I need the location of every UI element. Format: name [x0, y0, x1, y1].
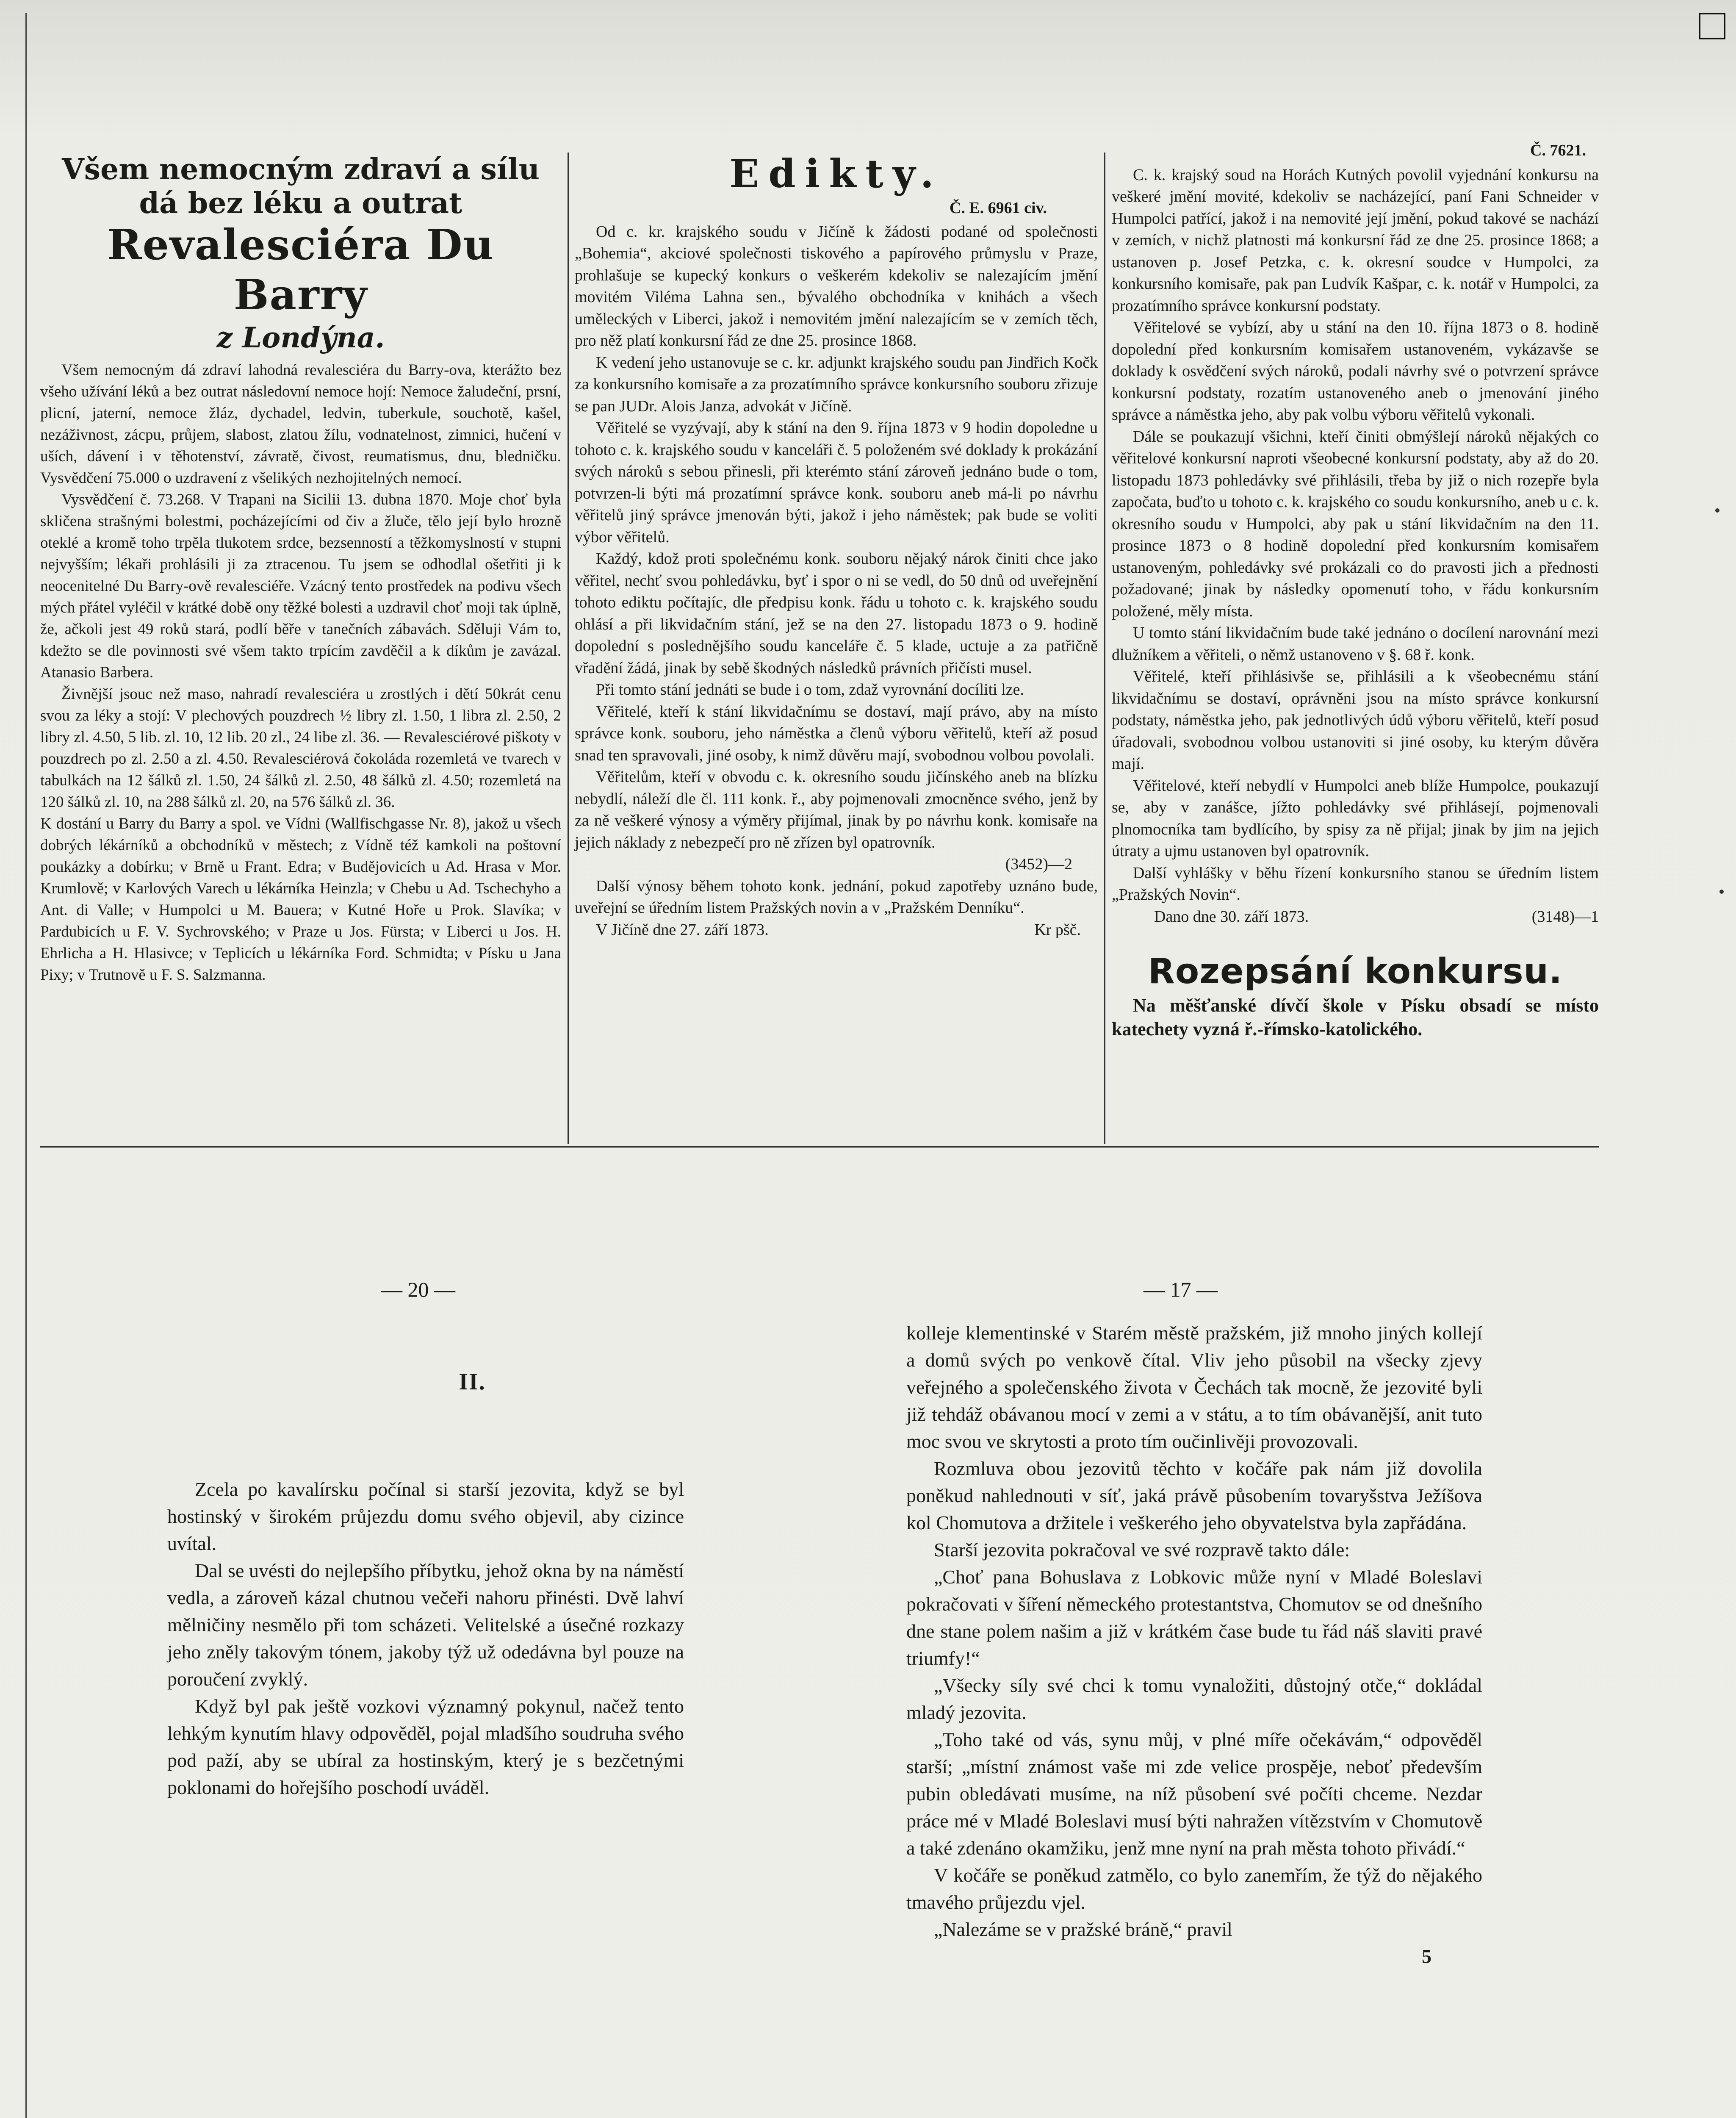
story-paragraph: Dal se uvésti do nejlepšího příbytku, jehož okna by na náměstí vedla, a zároveň kázal chutnou večeři nahoru přinésti. Dvě lahví mělničiny nesmělo při tom scházeti. Velitelské a úsečné rozkazy jeho zněly takovým tónem, jakoby týž už odedávna byl pouze na poroučení zvyklý.	[167, 1560, 684, 1690]
edict-signature: Kr pšč.	[1034, 920, 1081, 939]
edict-place-date: V Jičíně dne 27. září 1873.	[596, 920, 769, 939]
bankruptcy-paragraph: U tomto stání likvidačním bude také jednáno o docílení narovnání mezi dlužníkem a věřiteli, o němž ustanoveno v §. 68 ř. konk.	[1112, 624, 1599, 664]
edicts-title: Edikty.	[729, 151, 943, 197]
advert-testimonial: Vysvědčení č. 73.268. V Trapani na Sicilii 13. dubna 1870. Moje choť byla skličena strašnými bolestmi, pocházejícími od čiv a žluče, tělo její bylo hrozně oteklé a kromě toho trpěla tlukotem srdce, bezsenností a těžkomyslností v stupni nejvyšším; lékaři prohlásili ji za ztracenou. Tu jsem se odhodlal ošetřiti ji k neocenitelné Du Barry-ově revalesciéře. Vzácný tento prostředek na podivu všech mých přátel vyléčil v krátké době ony těžké bolesti a uzdravil choť moji tak úplně, že, ačkoli jest 49 roků stará, podlí běře v tanečních zábavách. Sděluji Vám to, kdežto se dle povinnosti své všem takto trpícím zavděčil a k díkům je zavázal. Atanasio Barbera.	[40, 491, 561, 681]
bankruptcy-date: Dano dne 30. září 1873.	[1154, 907, 1309, 926]
story-paragraph: Zcela po kavalírsku počínal si starší jezovita, když se byl hostinský v širokém průjezdu domu svého objevil, aby cizince uvítal.	[167, 1478, 684, 1554]
bankruptcy-paragraph: Dále se poukazují všichni, kteří činiti obmýšlejí nároků nějakých co věřitelové konkursní naproti všeobecné konkursní podstaty, aby až do 20. listopadu 1873 pohledávky své přihlásili, třeba by již o nich rozepře byla započata, buďto u tohoto c. k. krajského co soudu konkursního, aneb u c. k. okresního soudu v Humpolci, aby pak u stání likvidačním na den 11. prosince 1873 o 8 hodině dopolední před konkursním komisařem ustanoveným, pohledávky své prokázali co do pravosti jich a přednosti požadované; jinak by následky opomenutí toho, v řádu konkursním položené, měly místa.	[1112, 427, 1599, 620]
story-paragraph: V kočáře se poněkud zatmělo, co bylo zanemřím, že týž do nějakého tmavého průjezdu vjel.	[906, 1864, 1482, 1913]
competition-text: Na měšťanské dívčí škole v Písku obsadí se místo katechety vyzná ř.-římsko-katolického.	[1112, 995, 1599, 1040]
edict-paragraph: Od c. kr. krajského soudu v Jičíně k žádosti podané od společnosti „Bohemia“, akciové společnosti tiskového a papírového průmyslu v Praze, prohlašuje se kupecký konkurs o veškerém kdekoliv se nalezajícím jmění movitém Viléma Lahna sen., bývalého obchodníka v knihách a všech uměleckých v Liberci, jakož i nemovitém jmění nalezajícím se v zemích těch, pro něž platí konkursní řád ze dne 25. prosince 1868.	[575, 222, 1098, 349]
story-paragraph: Rozmluva obou jezovitů těchto v kočáře pak nám již dovolila poněkud nahlednouti v síť, jaká právě působením tovaryšstva Ježíšova kol Chomutova a držitele i veškerého jeho obyvatelstva byla zapřádána.	[906, 1458, 1482, 1533]
newspaper-section	[40, 141, 1599, 1161]
page-number-left: — 20 —	[381, 1278, 455, 1301]
bankruptcy-paragraph: Věřitelové se vybízí, aby u stání na den 10. října 1873 o 8. hodině dopolední před konkursním komisařem ustanoveném, vykázavše se doklady k osvědčení svých nároků, podali návrhy své o potvrzení správce konkursní podstaty, rozatím ustanoveného aneb o jmenování jiného správce a náměstka jeho, aby pak volbu výboru věřitelů vykonali.	[1112, 319, 1599, 424]
edict-paragraph: Každý, kdož proti společnému konk. souboru nějaký nárok činiti chce jako věřitel, nechť svou pohledávku, byť i spor o ni se vedl, do 50 dnů od uveřejnění tohoto ediktu počítajíc, dle předpisu konk. řádu u tohoto c. k. krajského soudu ohlásí a při likvidačním stání, jež se na den 27. listopadu 1873 o 9. hodině dopolední s poslednějšího soudu kanceláře č. 5 klade, uctuje a za patřičně vřadění žádá, jinak by sebě škodných následků právních přičísti musel.	[575, 550, 1098, 677]
edicts-column	[575, 152, 1098, 941]
bankruptcy-reference: Č. 7621.	[1530, 141, 1586, 159]
edict-paragraph: Věřitelé, kteří k stání likvidačnímu se dostaví, mají právo, aby na místo správce konk. souboru, jeho náměstka a členů výboru věřitelů, kteří až posud snad ten spravovali, jiné osoby, k nimž důvěru mají, svobodnou volbou povolali.	[575, 702, 1098, 764]
story-paragraph: „Choť pana Bohuslava z Lobkovic může nyní v Mladé Boleslavi pokračovati v šíření německého protestantstva, Chomutov se od dnešního dne stane polem našim a již v krátkém čase bude tu řád náš slaviti pravé triumfy!“	[906, 1566, 1482, 1669]
edict-paragraph: Při tomto stání jednáti se bude i o tom, zdaž vyrovnání docíliti lze.	[596, 681, 1024, 699]
advert-headline-1: Všem nemocným zdraví a sílu	[61, 152, 540, 186]
chapter-heading: II.	[459, 1369, 486, 1395]
edict-paragraph: Věřitelům, kteří v obvodu c. k. okresního soudu jičínského aneb na blízku nebydlí, náleží dle čl. 111 konk. ř., aby pojmenovali zmocněnce svého, jenž by za ně veškeré výnosy a výměry přijímal, jinak by po návrhu konk. komisaře na jejich náklady z nebezpečí pro ně zřízen byl opatrovník.	[575, 768, 1098, 851]
story-paragraph: Starší jezovita pokračoval ve své rozpravě takto dále:	[934, 1539, 1350, 1561]
bankruptcy-paragraph: C. k. krajský soud na Horách Kutných povolil vyjednání konkursu na veškeré jmění movité, kdekoliv se nacházející, paní Fani Schneider v Humpolci patřící, jakož i na nemovité její jmění, pokud takové se nachází v zemích, v nichž platnosti má konkursní řád ze dne 25. prosince 1868; a ustanoven p. Josef Petzka, c. k. okresní soudce v Humpolci, za konkursního komisaře, pak pan Ludvík Kašpar, c. k. notář v Humpolci, za prozatímního správce konkursní podstaty.	[1112, 166, 1599, 315]
competition-title: Rozepsání konkursu.	[1148, 951, 1563, 992]
bankruptcy-paragraph: Další vyhlášky v běhu řízení konkursního stanou se úředním listem „Pražských Novin“.	[1112, 864, 1599, 904]
advert-headline-2: dá bez léku a outrat	[139, 186, 462, 220]
advert-body: Všem nemocným dá zdraví lahodná revalesciéra du Barry-ova, kterážto bez všeho užívání léků a bez outrat následovní nemoce hojí: Nemoce žaludeční, prsní, plicní, jaterní, nemoce žláz, dychadel, ledvin, tuberkule, souchotě, kašel, nezáživnost, zácpu, průjem, slabost, zlatou žílu, vodnatelnost, zimnici, hučení v uších, dávení i v těhotenství, závratě, čivost, reumatismus, dnu, bledničku. Vysvědčení 75.000 o uzdravení z všelikých nezhojitelných nemocí.	[40, 361, 561, 487]
speck	[1715, 508, 1719, 513]
section-bottom-rule	[40, 1146, 1599, 1148]
edict-signature-line	[575, 919, 1098, 941]
story-paragraph: kolleje klementinské v Starém městě pražském, již mnoho jiných kollejí a domů svých po venkově čítal. Vliv jeho působil na všecky zjevy veřejného a společenského života v Čechách tak mocně, že jezovité byli již tehdáž obávanou mocí v zemi a v státu, a to tím obávanější, anit tuto moc svou ve skrytosti a proto tím oučinlivěji provozovali.	[906, 1322, 1482, 1452]
story-paragraph: „Toho také od vás, synu můj, v plné míře očekávám,“ odpověděl starší; „místní známost vaše mi zde velice prospěje, neboť především pubin obledávati musíme, na níž působení své počíti chceme. Nezdar práce mé v Mladé Boleslavi musí býti nahražen vítězstvím v Chomutově a také zdenáno okamžiku, jenž mne nyní na prah města tohoto přivádí.“	[906, 1729, 1482, 1859]
edict-paragraph: K vedení jeho ustanovuje se c. kr. adjunkt krajského soudu pan Jindřich Kočk za konkursního komisaře a za prozatímního správce konkursního souboru zřizuje se pan JUDr. Alois Janza, advokát v Jičíně.	[575, 353, 1098, 415]
bankruptcy-paragraph: Věřitelové, kteří nebydlí v Humpolci aneb blíže Humpolce, poukazují se, aby v zanášce, jížto pohledávky své přihlásejí, pojmenovali plnomocníka tam bydlícího, by spisy za ně přijal; jinak by jim na jejich útraty a ujmu ustanoven byl opatrovník.	[1112, 776, 1599, 860]
advert-column	[40, 152, 561, 986]
signature-mark: 5	[1422, 1946, 1431, 1967]
book-page-right	[906, 1320, 1482, 1970]
advert-distribution: K dostání u Barry du Barry a spol. ve Vídni (Wallfischgasse Nr. 8), jakož u všech dobrých lékárníků a obchodníků v městech; z Vídně též kamkoli na poštovní poukázky a dobírku; v Brně u Frant. Edra; v Budějovicích u Ad. Hrasa v Mor. Krumlově; v Karlových Varech u lékárníka Heinzla; v Chebu u Ad. Tschechyho a Ant. di Valle; v Humpolci u M. Bauera; v Kutné Hoře u Prok. Slavíka; v Pardubicích u F. V. Sychrovského; v Praze u Jos. Fürsta; v Liberci u Jos. H. Ehrlicha a H. Hlasivce; v Teplicích u lékárníka Ford. Schmidta; v Písku u Jana Pixy; v Trutnově u F. S. Salzmanna.	[40, 815, 561, 984]
advert-prices: Živnější jsouc než maso, nahradí revalesciéra u zrostlých i dětí 50krát cenu svou za léky a stojí: V plechových pouzdrech ½ libry zl. 1.50, 1 libra zl. 2.50, 2 libry zl. 4.50, 5 lib. zl. 10, 12 lib. 20 zl., 24 libe zl. 36. — Revalesciérové piškoty v pouzdrech po zl. 2.50 a zl. 4.50. Revalesciérová čokoláda rozemletá ve tvarech v tabulkách na 12 šálků zl. 1.50, 24 šálků zl. 2.50, 48 šálků zl. 4.50; rozemletá na 120 šálků zl. 10, na 288 šálků zl. 20, na 576 šálků zl. 36.	[40, 685, 561, 811]
story-paragraph: „Nalezáme se v pražské bráně,“ pravil	[934, 1918, 1232, 1940]
corner-mark	[1699, 13, 1725, 39]
bankruptcy-column	[1112, 141, 1599, 1041]
bankruptcy-date-line	[1112, 906, 1599, 928]
bankruptcy-paragraph: Věřitelé, kteří přihlásivše se, přihlásili a k všeobecnému stání likvidačnímu se dostaví, oprávněni jsou na místo správce konkursní podstaty, náměstka jeho, pak jednotlivých údů výboru věřitelů, kteří posud úřadovali, svobodnou volbou ustanoviti si jiné osoby, ku kterým důvěra mají.	[1112, 668, 1599, 773]
speck	[1719, 890, 1724, 894]
edict-paragraph: Věřitelé se vyzývají, aby k stání na den 9. října 1873 v 9 hodin dopoledne u tohoto c. k. krajského soudu v kanceláři č. 5 položeném své doklady k prokázání svých nároků s sebou přinesli, při kterémto stání zároveň jednáno bude o tom, potvrzen-li býti má prozatímní správce konk. souboru aneb má-li po návrhu věřitelů jiný správce jmenován býti, jakož i jeho náměstek; pak bude se voliti výbor věřitelů.	[575, 419, 1098, 546]
column-divider	[1104, 152, 1105, 1144]
story-paragraph: „Všecky síly své chci k tomu vynaložiti, důstojný otče,“ dokládal mladý jezovita.	[906, 1674, 1482, 1723]
book-page-left	[167, 1368, 684, 1801]
edict-closing: Další výnosy během tohoto konk. jednání, pokud zapotřeby uznáno bude, uveřejní se úředním listem Pražských novin a v „Pražském Denníku“.	[575, 877, 1098, 917]
advert-headline-4: z Londýna.	[216, 321, 385, 354]
story-paragraph: Když byl pak ještě vozkovi významný pokynul, načež tento lehkým kynutím hlavy odpověděl, pojal mladšího soudruha svého pod paží, aby se ubíral za hostinským, který je s bezčetnými poklonami do hořejšího poschodí uváděl.	[167, 1695, 684, 1798]
edict-reference: Č. E. 6961 civ.	[949, 199, 1047, 217]
column-divider	[568, 152, 569, 1144]
edict-reference-2: (3452)—2	[1005, 855, 1072, 873]
bankruptcy-reference-2: (3148)—1	[1531, 907, 1599, 926]
page-number-right: — 17 —	[1143, 1278, 1218, 1301]
advert-headline-3: Revalesciéra Du Barry	[107, 221, 494, 319]
